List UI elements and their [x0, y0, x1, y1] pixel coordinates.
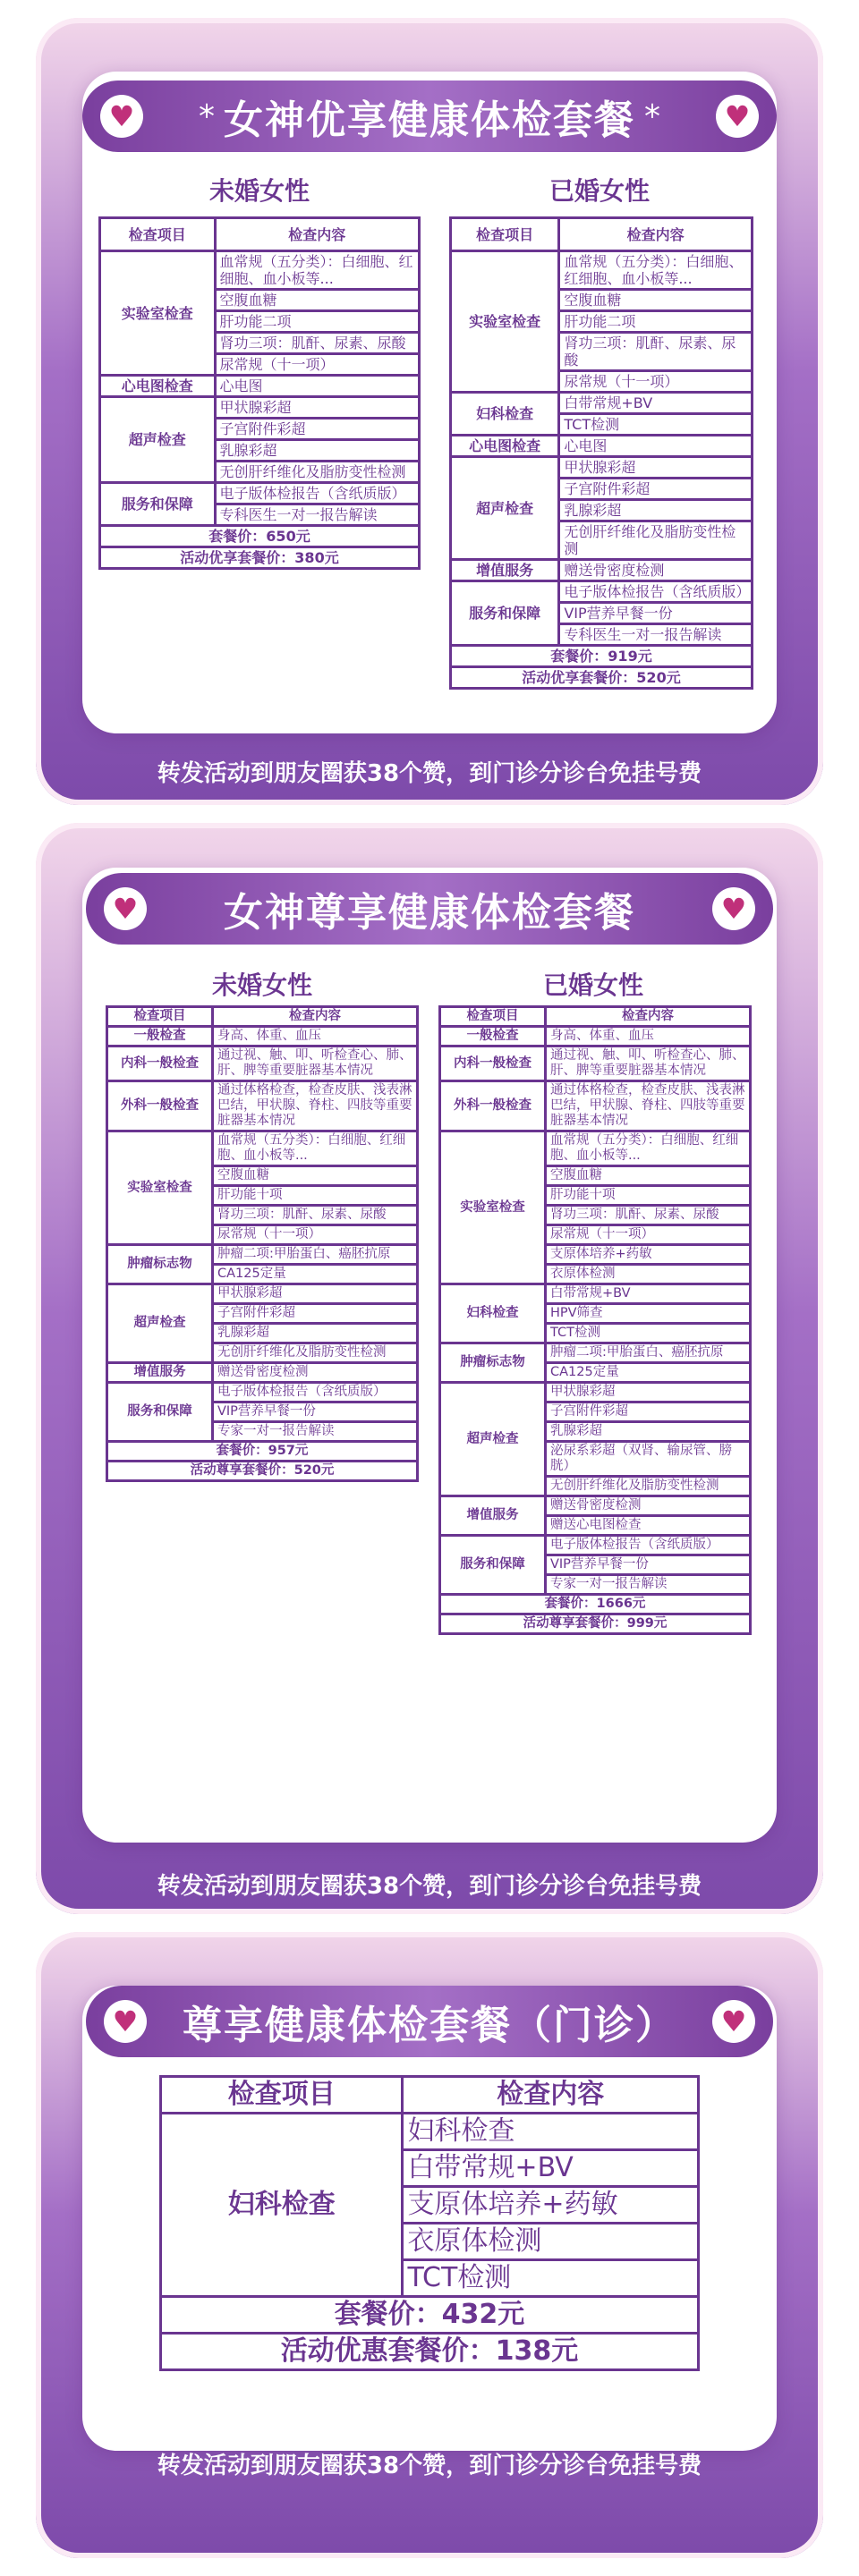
category-cell: 服务和保障 — [440, 1536, 546, 1595]
share-promo-banner: 转发活动到朋友圈获38个赞，到门诊分诊台免挂号费 — [157, 1873, 702, 1900]
item-cell: 赠送骨密度检测 — [212, 1363, 417, 1383]
item-cell: 乳腺彩超 — [212, 1324, 417, 1343]
package-price: 套餐价：919元 — [451, 646, 753, 667]
table-row — [107, 1081, 418, 1131]
package-price: 套餐价：650元 — [100, 526, 420, 547]
package-price: 套餐价：957元 — [107, 1442, 418, 1462]
category-cell: 实验室检查 — [107, 1131, 213, 1245]
item-cell: 肾功三项：肌酐、尿素、尿酸 — [212, 1206, 417, 1225]
price-row — [161, 2297, 699, 2334]
item-cell: VIP营养早餐一份 — [545, 1555, 750, 1575]
category-cell: 肿瘤标志物 — [440, 1343, 546, 1383]
table-header-row — [451, 218, 753, 251]
promo-price: 活动尊享套餐价：520元 — [107, 1462, 418, 1481]
item-cell: 空腹血糖 — [212, 1166, 417, 1186]
item-cell: CA125定量 — [212, 1265, 417, 1284]
item-cell: 心电图 — [559, 436, 753, 457]
item-cell: 心电图 — [215, 376, 419, 397]
table-row — [100, 483, 420, 504]
category-cell: 内科一般检查 — [440, 1046, 546, 1081]
column-header-item: 检查项目 — [451, 218, 559, 251]
item-cell: TCT检测 — [545, 1324, 750, 1343]
category-cell: 超声检查 — [100, 397, 216, 483]
table-row — [440, 1081, 751, 1131]
item-cell: 乳腺彩超 — [215, 440, 419, 462]
promo-price: 活动优享套餐价：380元 — [100, 547, 420, 569]
share-promo-banner: 转发活动到朋友圈获38个赞，到门诊分诊台免挂号费 — [157, 760, 702, 787]
item-cell: 肾功三项：肌酐、尿素、尿酸 — [545, 1206, 750, 1225]
package-panel-youxiang — [36, 18, 823, 805]
table-row — [440, 1046, 751, 1081]
column-header-content: 检查内容 — [403, 2077, 699, 2114]
item-cell: 甲状腺彩超 — [215, 397, 419, 419]
table-row — [440, 1284, 751, 1304]
column-header-item: 检查项目 — [440, 1007, 546, 1027]
package-title: 女神优享健康体检套餐 — [224, 97, 635, 143]
category-cell: 服务和保障 — [451, 581, 559, 646]
column-header-content: 检查内容 — [545, 1007, 750, 1027]
star-icon: * — [644, 97, 660, 135]
item-cell: 肝功能二项 — [559, 311, 753, 333]
package-table-married — [438, 1005, 752, 1635]
item-cell: 肿瘤二项:甲胎蛋白、癌胚抗原 — [212, 1245, 417, 1265]
package-price: 套餐价：432元 — [161, 2297, 699, 2334]
table-row — [107, 1284, 418, 1304]
item-cell: 甲状腺彩超 — [559, 457, 753, 479]
table-header-row — [440, 1007, 751, 1027]
promo-price: 活动优享套餐价：520元 — [451, 667, 753, 689]
item-cell: 子宫附件彩超 — [545, 1402, 750, 1422]
item-cell: 肾功三项：肌酐、尿素、尿酸 — [215, 333, 419, 354]
item-cell: 电子版体检报告（含纸质版） — [559, 581, 753, 603]
package-title: 女神尊享健康体检套餐 — [224, 890, 635, 936]
table-row — [107, 1046, 418, 1081]
table-row — [451, 457, 753, 479]
item-cell: 专科医生一对一报告解读 — [559, 624, 753, 646]
item-cell: 子宫附件彩超 — [215, 419, 419, 440]
table-row — [440, 1536, 751, 1555]
category-cell: 肿瘤标志物 — [107, 1245, 213, 1284]
category-cell: 实验室检查 — [451, 251, 559, 393]
item-cell: 身高、体重、血压 — [212, 1027, 417, 1046]
heart-icon: ♥ — [716, 95, 759, 138]
promo-price-row — [100, 547, 420, 569]
category-cell: 内科一般检查 — [107, 1046, 213, 1081]
table-row — [440, 1383, 751, 1402]
item-cell: 尿常规（十一项） — [215, 354, 419, 376]
package-panel-zunxiang — [36, 823, 823, 1914]
category-cell: 超声检查 — [440, 1383, 546, 1496]
item-cell: 乳腺彩超 — [559, 500, 753, 521]
item-cell: 血常规（五分类）：白细胞、红细胞、血小板等... — [545, 1131, 750, 1166]
category-cell: 妇科检查 — [161, 2114, 403, 2297]
item-cell: 赠送骨密度检测 — [545, 1496, 750, 1516]
category-cell: 一般检查 — [107, 1027, 213, 1046]
column-title-married: 已婚女性 — [549, 176, 650, 206]
item-cell: 专家一对一报告解读 — [545, 1575, 750, 1595]
item-cell: 电子版体检报告（含纸质版） — [212, 1383, 417, 1402]
table-header-row — [100, 218, 420, 251]
table-row — [107, 1027, 418, 1046]
item-cell: 白带常规+BV — [403, 2150, 699, 2187]
package-table-clinic — [159, 2075, 700, 2371]
category-cell: 妇科检查 — [440, 1284, 546, 1343]
item-cell: 尿常规（十一项） — [559, 371, 753, 393]
item-cell: 衣原体检测 — [403, 2224, 699, 2260]
item-cell: 妇科检查 — [403, 2114, 699, 2150]
column-header-content: 检查内容 — [212, 1007, 417, 1027]
price-row — [451, 646, 753, 667]
item-cell: 血常规（五分类）：白细胞、红细胞、血小板等... — [212, 1131, 417, 1166]
column-title-unmarried: 未婚女性 — [211, 970, 312, 1000]
item-cell: 肝功能十项 — [212, 1186, 417, 1206]
package-table-married — [449, 216, 753, 690]
item-cell: 支原体培养+药敏 — [403, 2187, 699, 2224]
category-cell: 服务和保障 — [107, 1383, 213, 1442]
table-row — [107, 1363, 418, 1383]
column-title-unmarried: 未婚女性 — [208, 176, 310, 206]
item-cell: 无创肝纤维化及脂肪变性检测 — [215, 462, 419, 483]
promo-price-row — [440, 1614, 751, 1634]
item-cell: 专科医生一对一报告解读 — [215, 504, 419, 526]
item-cell: 乳腺彩超 — [545, 1422, 750, 1442]
item-cell: TCT检测 — [403, 2260, 699, 2297]
table-row — [440, 1027, 751, 1046]
item-cell: 血常规（五分类）：白细胞、红细胞、血小板等... — [559, 251, 753, 290]
table-row — [107, 1131, 418, 1166]
item-cell: 白带常规+BV — [545, 1284, 750, 1304]
category-cell: 超声检查 — [107, 1284, 213, 1363]
star-icon: * — [199, 97, 215, 135]
price-row — [440, 1595, 751, 1614]
item-cell: 空腹血糖 — [545, 1166, 750, 1186]
item-cell: 空腹血糖 — [215, 290, 419, 311]
category-cell: 增值服务 — [440, 1496, 546, 1536]
item-cell: 无创肝纤维化及脂肪变性检测 — [212, 1343, 417, 1363]
item-cell: 衣原体检测 — [545, 1265, 750, 1284]
item-cell: VIP营养早餐一份 — [212, 1402, 417, 1422]
item-cell: 肿瘤二项:甲胎蛋白、癌胚抗原 — [545, 1343, 750, 1363]
promo-price: 活动优惠套餐价：138元 — [161, 2334, 699, 2370]
table-row — [100, 397, 420, 419]
table-header-row — [107, 1007, 418, 1027]
column-header-item: 检查项目 — [107, 1007, 213, 1027]
heart-icon: ♥ — [104, 2000, 147, 2043]
item-cell: 专家一对一报告解读 — [212, 1422, 417, 1442]
table-row — [440, 1496, 751, 1516]
category-cell: 心电图检查 — [451, 436, 559, 457]
category-cell: 心电图检查 — [100, 376, 216, 397]
item-cell: 赠送心电图检查 — [545, 1516, 750, 1536]
package-title-bar — [82, 80, 777, 152]
heart-icon: ♥ — [712, 2000, 755, 2043]
promo-price: 活动尊享套餐价：999元 — [440, 1614, 751, 1634]
table-row — [451, 393, 753, 414]
item-cell: 支原体培养+药敏 — [545, 1245, 750, 1265]
item-cell: 尿常规（十一项） — [212, 1225, 417, 1245]
category-cell: 超声检查 — [451, 457, 559, 560]
table-row — [451, 560, 753, 581]
package-price: 套餐价：1666元 — [440, 1595, 751, 1614]
item-cell: 肝功能十项 — [545, 1186, 750, 1206]
promo-price-row — [107, 1462, 418, 1481]
item-cell: 肝功能二项 — [215, 311, 419, 333]
table-row — [451, 581, 753, 603]
table-row — [440, 1343, 751, 1363]
package-table-unmarried — [106, 1005, 419, 1482]
item-cell: 空腹血糖 — [559, 290, 753, 311]
item-cell: 通过体格检查，检查皮肤、浅表淋巴结，甲状腺、脊柱、四肢等重要脏器基本情况 — [212, 1081, 417, 1131]
item-cell: CA125定量 — [545, 1363, 750, 1383]
item-cell: 电子版体检报告（含纸质版） — [545, 1536, 750, 1555]
package-panel-clinic — [36, 1932, 823, 2558]
heart-icon: ♥ — [104, 887, 147, 930]
item-cell: 通过视、触、叩、听检查心、肺、肝、脾等重要脏器基本情况 — [212, 1046, 417, 1081]
package-title-bar — [86, 1986, 773, 2057]
promo-price-row — [451, 667, 753, 689]
package-title-bar — [86, 873, 773, 945]
category-cell: 外科一般检查 — [440, 1081, 546, 1131]
table-row — [107, 1383, 418, 1402]
table-header-row — [161, 2077, 699, 2114]
category-cell: 实验室检查 — [440, 1131, 546, 1284]
category-cell: 增值服务 — [107, 1363, 213, 1383]
table-row — [100, 251, 420, 290]
package-title: 尊享健康体检套餐（门诊） — [183, 2003, 676, 2048]
item-cell: 通过体格检查，检查皮肤、浅表淋巴结，甲状腺、脊柱、四肢等重要脏器基本情况 — [545, 1081, 750, 1131]
heart-icon: ♥ — [712, 887, 755, 930]
heart-icon: ♥ — [100, 95, 143, 138]
item-cell: 甲状腺彩超 — [212, 1284, 417, 1304]
price-row — [107, 1442, 418, 1462]
item-cell: TCT检测 — [559, 414, 753, 436]
column-header-item: 检查项目 — [161, 2077, 403, 2114]
item-cell: 子宫附件彩超 — [212, 1304, 417, 1324]
price-row — [100, 526, 420, 547]
item-cell: 赠送骨密度检测 — [559, 560, 753, 581]
category-cell: 实验室检查 — [100, 251, 216, 376]
column-header-content: 检查内容 — [215, 218, 419, 251]
item-cell: 泌尿系彩超（双肾、输尿管、膀胱） — [545, 1442, 750, 1477]
item-cell: 无创肝纤维化及脂肪变性检测 — [559, 521, 753, 560]
table-row — [451, 436, 753, 457]
category-cell: 增值服务 — [451, 560, 559, 581]
item-cell: 白带常规+BV — [559, 393, 753, 414]
column-title-married: 已婚女性 — [542, 970, 643, 1000]
table-row — [100, 376, 420, 397]
promo-price-row — [161, 2334, 699, 2370]
column-header-content: 检查内容 — [559, 218, 753, 251]
category-cell: 服务和保障 — [100, 483, 216, 526]
item-cell: 甲状腺彩超 — [545, 1383, 750, 1402]
category-cell: 妇科检查 — [451, 393, 559, 436]
package-table-unmarried — [98, 216, 421, 570]
item-cell: 子宫附件彩超 — [559, 479, 753, 500]
item-cell: 无创肝纤维化及脂肪变性检测 — [545, 1477, 750, 1496]
category-cell: 外科一般检查 — [107, 1081, 213, 1131]
column-header-item: 检查项目 — [100, 218, 216, 251]
item-cell: VIP营养早餐一份 — [559, 603, 753, 624]
category-cell: 一般检查 — [440, 1027, 546, 1046]
item-cell: HPV筛查 — [545, 1304, 750, 1324]
item-cell: 血常规（五分类）：白细胞、红细胞、血小板等... — [215, 251, 419, 290]
table-row — [161, 2114, 699, 2150]
item-cell: 身高、体重、血压 — [545, 1027, 750, 1046]
table-row — [107, 1245, 418, 1265]
item-cell: 尿常规（十一项） — [545, 1225, 750, 1245]
table-row — [451, 251, 753, 290]
item-cell: 通过视、触、叩、听检查心、肺、肝、脾等重要脏器基本情况 — [545, 1046, 750, 1081]
item-cell: 电子版体检报告（含纸质版） — [215, 483, 419, 504]
share-promo-banner: 转发活动到朋友圈获38个赞，到门诊分诊台免挂号费 — [157, 2453, 702, 2479]
item-cell: 肾功三项：肌酐、尿素、尿酸 — [559, 333, 753, 371]
table-row — [440, 1131, 751, 1166]
